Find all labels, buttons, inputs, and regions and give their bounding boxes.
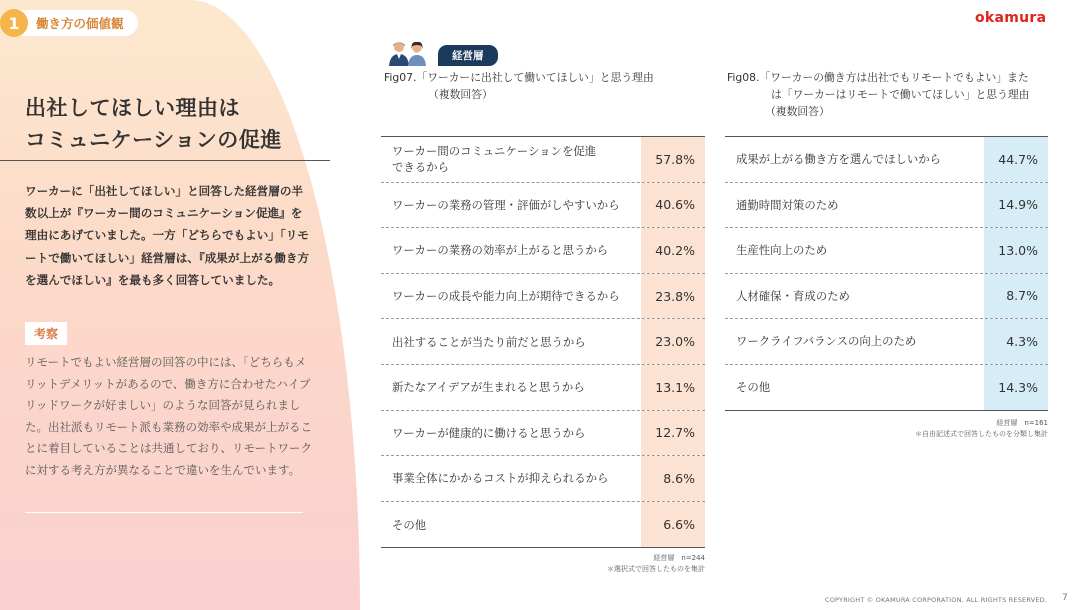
table-row: [725, 365, 1048, 411]
table-row: [725, 274, 1048, 320]
table-row: [381, 365, 705, 411]
section-number: 1: [0, 9, 28, 37]
insight-badge: 考察: [25, 322, 67, 345]
copyright-text: COPYRIGHT © OKAMURA CORPORATION. ALL RIGHTS RESERVED.: [825, 596, 1048, 604]
group-tag: [384, 40, 498, 66]
row-value: 13.1%: [641, 365, 705, 410]
row-value: 8.6%: [641, 456, 705, 501]
table-row: [381, 228, 705, 274]
row-label: 成果が上がる働き方を選んでほしいから: [736, 152, 942, 167]
fig07-title-line1: Fig07.「ワーカーに出社して働いてほしい」と思う理由: [384, 71, 654, 84]
row-label: ワーカーの業務の管理・評価がしやすいから: [392, 197, 620, 212]
row-value: 6.6%: [641, 502, 705, 548]
page-title: [25, 92, 282, 156]
row-label: ワーカーの成長や能力向上が期待できるから: [392, 289, 620, 304]
row-value: 40.2%: [641, 228, 705, 273]
lead-paragraph: ワーカーに「出社してほしい」と回答した経営層の半数以上が『ワーカー間のコミュニケーション促進』を理由にあげていました。一方「どちらでもよい」「リモートで働いてほしい」経営層は、『成果が上がる働き方を選んでほしい』を最も多く回答していました。: [25, 184, 310, 287]
table-row: [381, 137, 705, 183]
fig08-note: [868, 418, 1048, 440]
row-label: ワーカーの業務の効率が上がると思うから: [392, 243, 609, 258]
row-value: 14.9%: [984, 183, 1048, 228]
table-row: [381, 502, 705, 548]
fig08-title-line2: は「ワーカーはリモートで働いてほしい」と思う理由: [771, 88, 1030, 101]
row-label: その他: [392, 517, 427, 532]
row-value: 57.8%: [641, 137, 705, 182]
row-value: 23.0%: [641, 319, 705, 364]
fig08-table: [725, 136, 1048, 411]
row-value: 4.3%: [984, 319, 1048, 364]
okamura-logo: okamura: [975, 10, 1047, 26]
row-label: 出社することが当たり前だと思うから: [392, 334, 586, 349]
row-value: 13.0%: [984, 228, 1048, 273]
row-label: 事業全体にかかるコストが抑えられるから: [392, 471, 609, 486]
fig08-title: [727, 69, 1029, 120]
table-row: [725, 228, 1048, 274]
row-value: 40.6%: [641, 183, 705, 228]
fig07-title: [384, 69, 654, 103]
fig07-note: [560, 553, 705, 575]
row-label: その他: [736, 380, 771, 395]
row-label: 生産性向上のため: [736, 243, 828, 258]
row-value: 23.8%: [641, 274, 705, 319]
row-value: 14.3%: [984, 365, 1048, 411]
page-title-line1: 出社してほしい理由は: [25, 96, 240, 120]
row-label: 人材確保・育成のため: [736, 288, 850, 303]
row-label: ワーカー間のコミュニケーションを促進できるから: [392, 144, 597, 175]
insight-paragraph: リモートでもよい経営層の回答の中には、「どちらもメリットデメリットがあるので、働き方に合わせたハイブリッドワークが好ましい」のような回答が見られました。出社派もリモート派も業務の効率や成果が上がることに着目していることは共通しており、リモートワークに対する考え方が異なることで違いを生んでいます。: [25, 355, 313, 477]
table-row: [381, 411, 705, 457]
fig07-note-method: ＊選択式で回答したものを集計: [607, 565, 705, 573]
page-number: 7: [1062, 593, 1068, 603]
fig08-title-line1: Fig08.「ワーカーの働き方は出社でもリモートでもよい」また: [727, 71, 1029, 84]
people-icon: [384, 40, 432, 66]
row-value: 44.7%: [984, 137, 1048, 182]
row-label: ワーカーが健康的に働けると思うから: [392, 425, 586, 440]
table-row: [381, 319, 705, 365]
table-row: [381, 456, 705, 502]
row-label: 新たなアイデアが生まれると思うから: [392, 380, 585, 395]
section-badge: [2, 10, 138, 36]
group-tag-label: 経営層: [438, 45, 498, 66]
fig08-title-line3: （複数回答）: [765, 105, 830, 118]
row-value: 8.7%: [984, 274, 1048, 319]
table-row: [725, 319, 1048, 365]
row-value: 12.7%: [641, 411, 705, 456]
table-row: [381, 274, 705, 320]
insight-divider: [25, 512, 303, 513]
table-row: [725, 183, 1048, 229]
table-row: [725, 137, 1048, 183]
fig07-title-line2: （複数回答）: [428, 88, 493, 101]
table-row: [381, 183, 705, 229]
fig08-note-method: ＊自由記述式で回答したものを分類し集計: [915, 430, 1048, 438]
fig08-note-n: 経営層 n=161: [996, 419, 1048, 427]
row-label: ワークライフバランスの向上のため: [736, 334, 917, 349]
fig07-note-n: 経営層 n=244: [653, 554, 705, 562]
fig07-table: [381, 136, 705, 548]
row-label: 通勤時間対策のため: [736, 197, 839, 212]
title-divider: [0, 160, 330, 161]
page-title-line2: コミュニケーションの促進: [25, 128, 282, 152]
section-label: 働き方の価値観: [36, 16, 124, 31]
